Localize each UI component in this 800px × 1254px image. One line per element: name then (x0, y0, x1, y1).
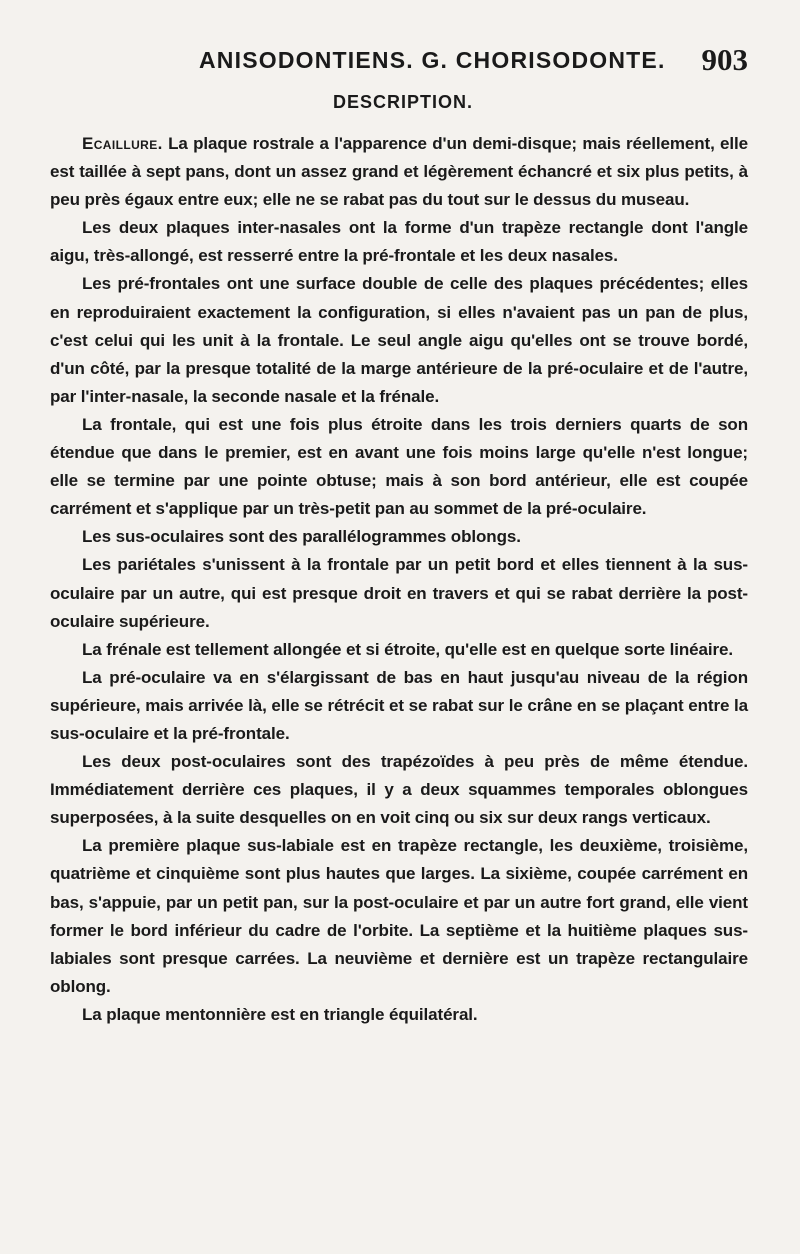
running-title: ANISODONTIENS. G. CHORISODONTE. (199, 47, 666, 73)
paragraph-sus-oculaires: Les sus-oculaires sont des parallélogrammes oblongs. (82, 527, 521, 547)
paragraph-frontale: La frontale, qui est une fois plus étroite dans les trois derniers quarts de son étendue que dans le premier, est en avant une fois moins large qu'elle n'est longue; elle se termine par une pointe obtuse; mais à son bord antérieur, elle est coupée carrément et s'applique par un très-petit pan au sommet de la pré-oculaire. (50, 414, 748, 519)
paragraph-ecaillure (50, 130, 748, 214)
body-text (50, 130, 748, 1029)
paragraph-sus-labiales: La première plaque sus-labiale est en trapèze rectangle, les deuxième, troisième, quatrième et cinquième sont plus hautes que larges. La sixième, coupée carrément en bas, s'appuie, par un petit pan, sur la post-oculaire et par un autre fort grand, elle vient former le bord inférieur du cadre de l'orbite. La septième et la huitième plaques sus-labiales sont presque carrées. La neuvième et dernière est un trapèze rectangulaire oblong. (50, 836, 748, 996)
page-number: 903 (701, 42, 748, 77)
paragraph-mentonniere: La plaque mentonnière est en triangle équilatéral. (82, 1004, 478, 1024)
paragraph-parietales: Les pariétales s'unissent à la frontale par un petit bord et elles tiennent à la sus-oculaire par un autre, qui est presque droit en travers et qui se rabat derrière la post-oculaire supérieure. (50, 555, 748, 631)
paragraph-text: La plaque rostrale a l'apparence d'un demi-disque; mais réellement, elle est taillée à sept pans, dont un assez grand et légèrement échancré et six plus petits, à peu près égaux entre eux; elle ne se rabat pas du tout sur le dessus du museau. (50, 134, 748, 210)
paragraph-frenale: La frénale est tellement allongée et si étroite, qu'elle est en quelque sorte linéaire. (82, 639, 733, 659)
running-head (50, 40, 748, 84)
paragraph-lead-word: Ecaillure. (82, 134, 163, 153)
paragraph-pre-oculaire: La pré-oculaire va en s'élargissant de bas en haut jusqu'au niveau de la région supérieure, mais arrivée là, elle se rétrécit et se rabat sur le crâne en se plaçant entre la sus-oculaire et la pré-frontale. (50, 667, 748, 743)
section-title: DESCRIPTION. (332, 92, 473, 112)
paragraph-pre-frontales: Les pré-frontales ont une surface double de celle des plaques précédentes; elles en reproduiraient exactement la configuration, si elles n'avaient pas un pan de plus, c'est celui qui les unit à la frontale. Le seul angle aigu qu'elles ont se trouve bordé, d'un côté, par la presque totalité de la marge antérieure de la pré-oculaire et de l'autre, par l'inter-nasale, la seconde nasale et la frénale. (50, 274, 748, 406)
paragraph-post-oculaires: Les deux post-oculaires sont des trapézoïdes à peu près de même étendue. Immédiatement derrière ces plaques, il y a deux squammes temporales oblongues superposées, à la suite desquelles on en voit cinq ou six sur deux rangs verticaux. (50, 752, 748, 828)
paragraph-inter-nasales: Les deux plaques inter-nasales ont la forme d'un trapèze rectangle dont l'angle aigu, très-allongé, est resserré entre la pré-frontale et les deux nasales. (50, 218, 748, 266)
